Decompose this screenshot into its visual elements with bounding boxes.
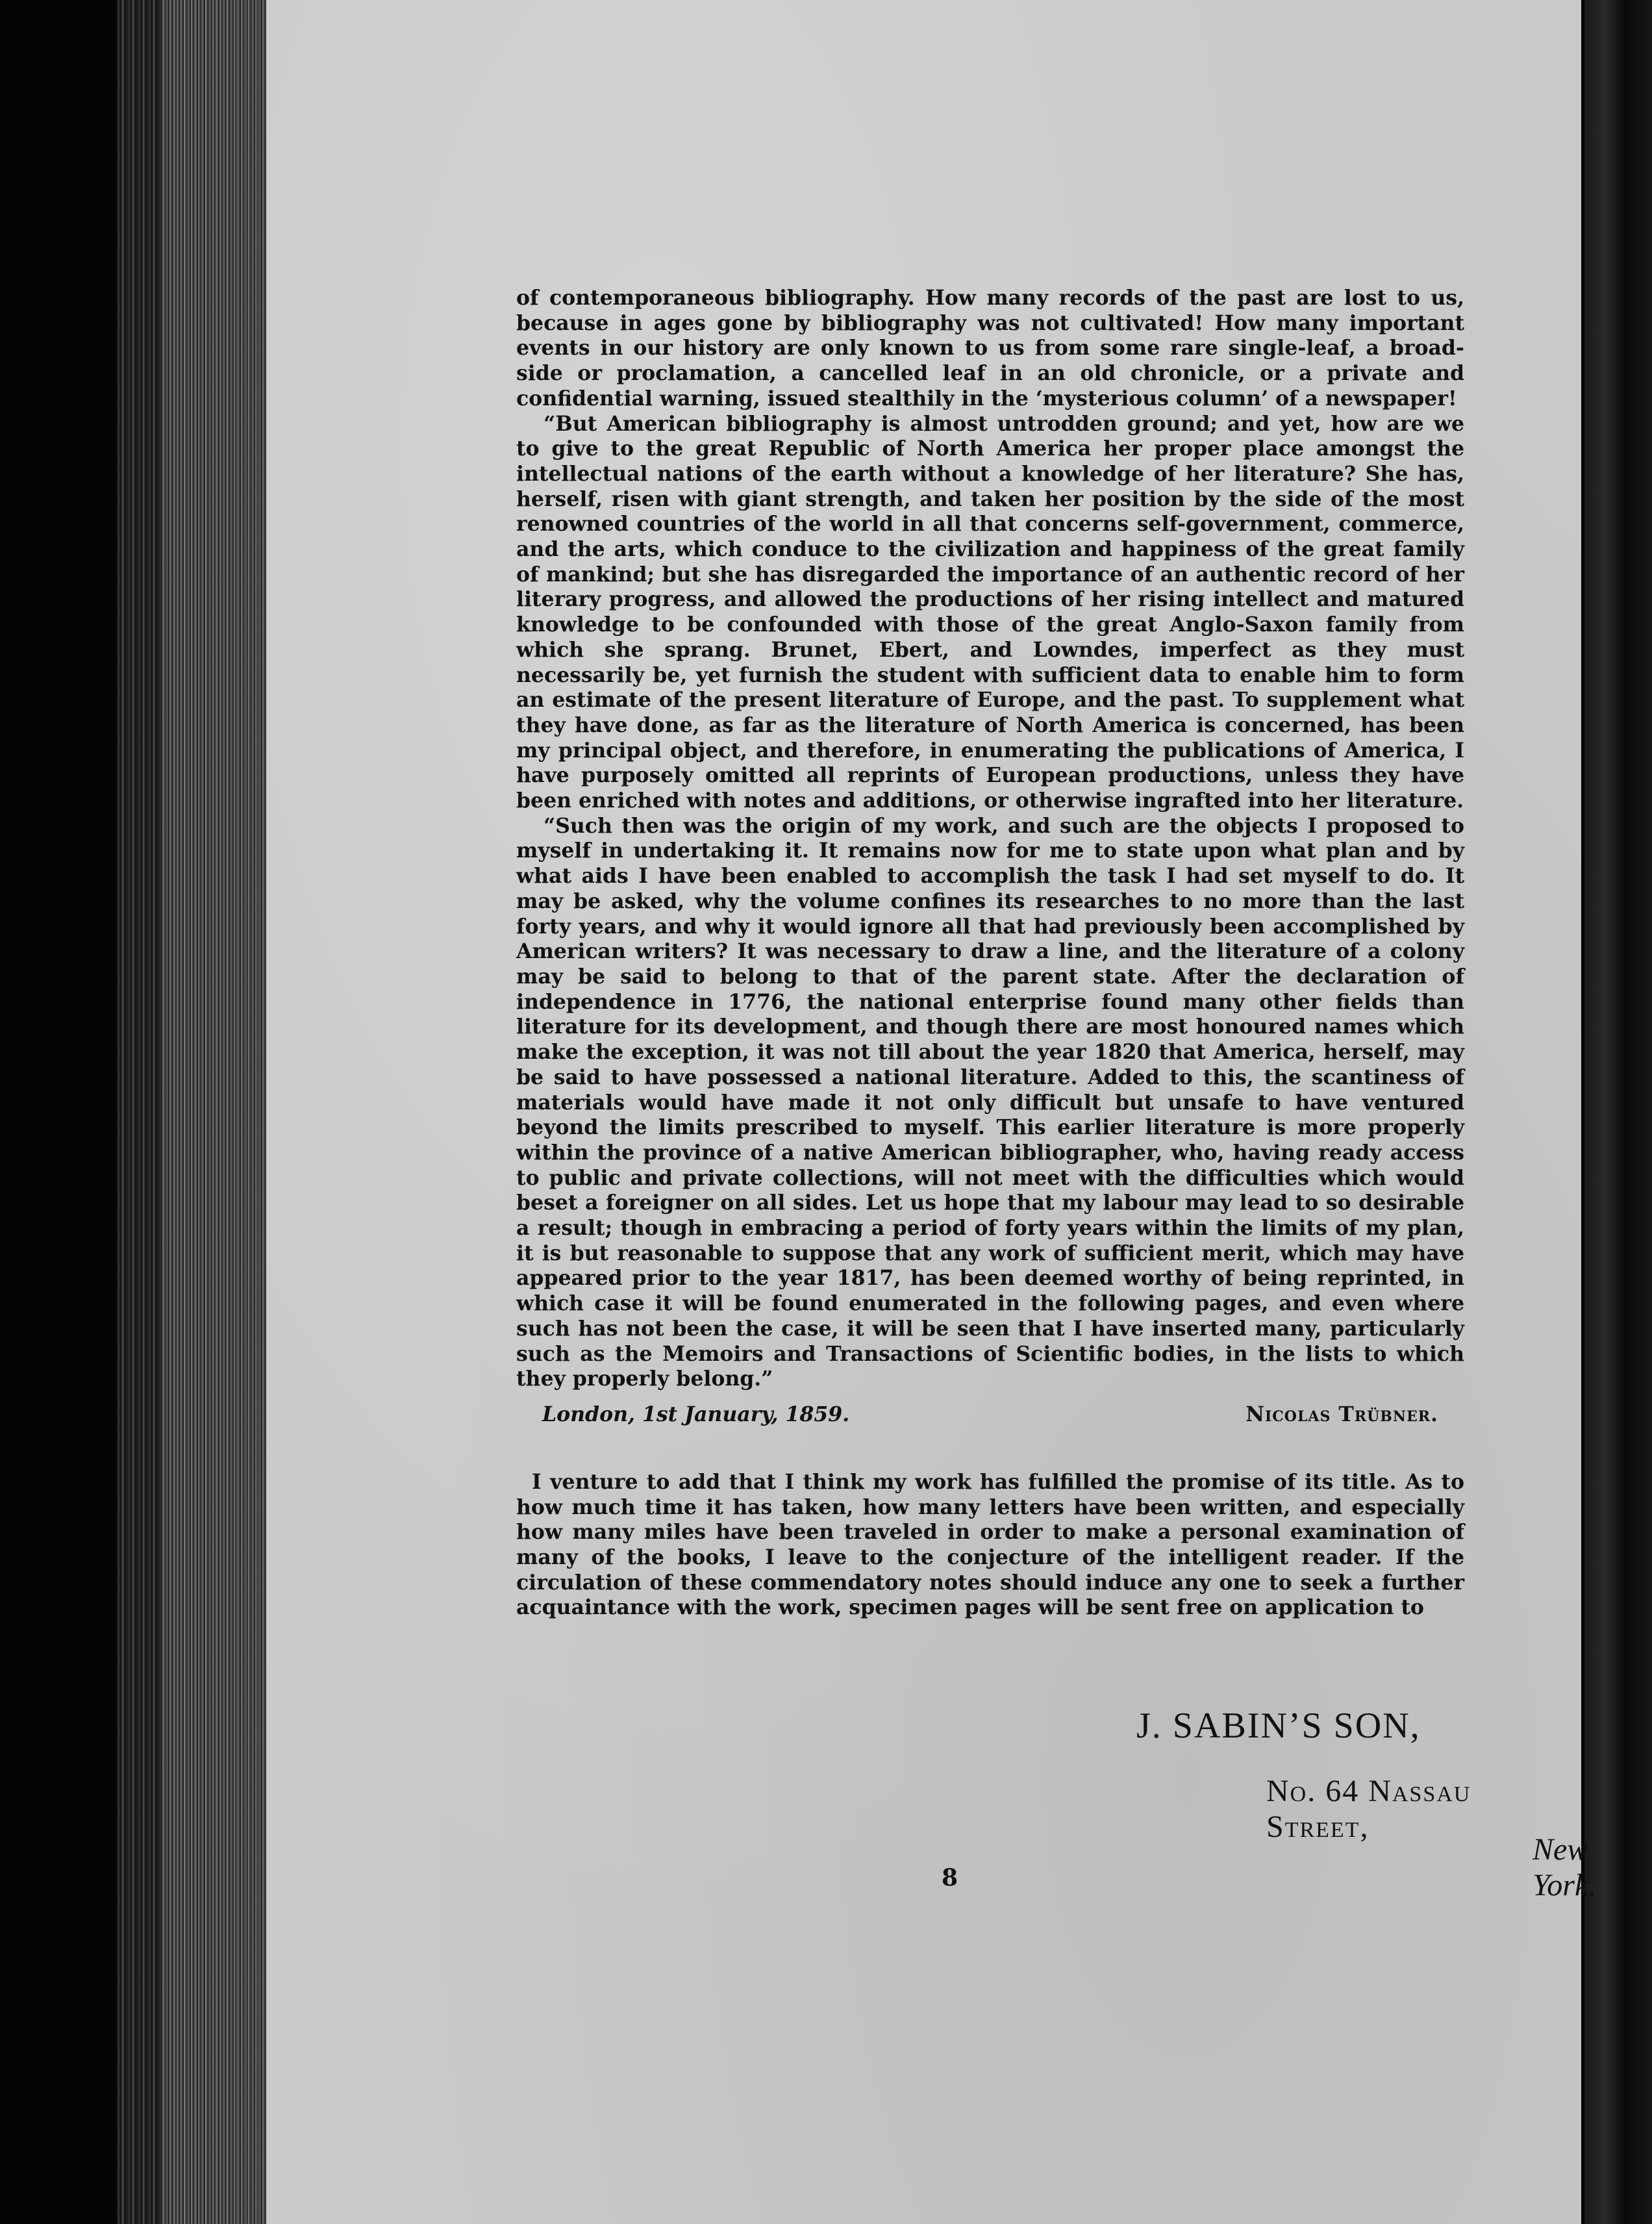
publisher-city: New York.: [1533, 1832, 1597, 1902]
page-number: 8: [942, 1864, 958, 1891]
paragraph-origin-of-work: “Such then was the origin of my work, and such are the objects I proposed to myself in undertaking it. It remains now for me to state upon what plan and by what aids I have been enabled to accomplish the task I had set myself to do. It may be asked, why the volume confines its researches to no more than the last forty years, and why it would ignore all that had previously been accomplished by American writers? It was necessary to draw a line, and the literature of a colony may be said to belong to that of the parent state. After the declaration of independence in 1776, the national enterprise found many other fields than literature for its development, and though there are most honoured names which make the exception, it was not till about the year 1820 that America, herself, may be said to have possessed a national literature. Added to this, the scantiness of materials would have made it not only difficult but unsafe to have ventured beyond the limits prescribed to myself. This earlier literature is more properly within the province of a native American bibliographer, who, having ready access to public and private collections, will not meet with the difficulties which would beset a foreigner on all sides. Let us hope that my labour may lead to so desirable a result; though in embracing a period of forty years within the limits of my plan, it is but reasonable to suppose that any work of sufficient merit, which may have appeared prior to the year 1817, has been deemed worthy of being reprinted, in which case it will be found enumerated in the following pages, and even where such has not been the case, it will be seen that I have inserted many, particularly such as the Memoirs and Transactions of Scientific bodies, in the lists to which they properly belong.”: [516, 813, 1464, 1391]
publisher-street: No. 64 Nassau Street,: [1266, 1774, 1471, 1844]
book-page-edges-highlight: [162, 0, 266, 2224]
paragraph-publisher-note: I venture to add that I think my work has fulfilled the promise of its title. As to how much time it has taken, how many letters have been written, and especially how many miles have been traveled in order to make a personal examination of many of the books, I leave to the conjecture of the intelligent reader. If the circulation of these commendatory notes should induce any one to seek a further acquaintance with the work, specimen pages will be sent free on application to: [516, 1469, 1464, 1620]
paragraph-continuation: of contemporaneous bibliography. How many records of the past are lost to us, because in ages gone by bibliography was not cultivated! How many important events in our history are only known to us from some rare single-leaf, a broad-side or proclamation, a cancelled leaf in an old chronicle, or a private and confidential warning, issued stealthily in the ‘mysterious column’ of a newspaper!: [516, 286, 1464, 411]
signature-name: Nicolas Trübner.: [1245, 1402, 1438, 1426]
signature-place-date: London, 1st January, 1859.: [542, 1402, 850, 1426]
signature-line: [516, 1402, 1464, 1432]
publisher-name: J. SABIN’S SON,: [1136, 1706, 1421, 1746]
body-text: [516, 286, 1464, 1621]
paragraph-american-bibliography: “But American bibliography is almost untrodden ground; and yet, how are we to give to the great Republic of North America her proper place amongst the intellectual nations of the earth without a knowledge of her literature? She has, herself, risen with giant strength, and taken her position by the side of the most renowned countries of the world in all that concerns self-government, commerce, and the arts, which conduce to the civilization and happiness of the great family of mankind; but she has disregarded the importance of an authentic record of her literary progress, and allowed the productions of her rising intellect and matured knowledge to be confounded with those of the great Anglo-Saxon family from which she sprang. Brunet, Ebert, and Lowndes, imperfect as they must necessarily be, yet furnish the student with sufficient data to enable him to form an estimate of the present literature of Europe, and the past. To supplement what they have done, as far as the literature of North America is concerned, has been my principal object, and therefore, in enumerating the publications of America, I have purposely omitted all reprints of European productions, unless they have been enriched with notes and additions, or otherwise ingrafted into her literature.: [516, 411, 1464, 813]
page-sheet: [266, 0, 1597, 2224]
